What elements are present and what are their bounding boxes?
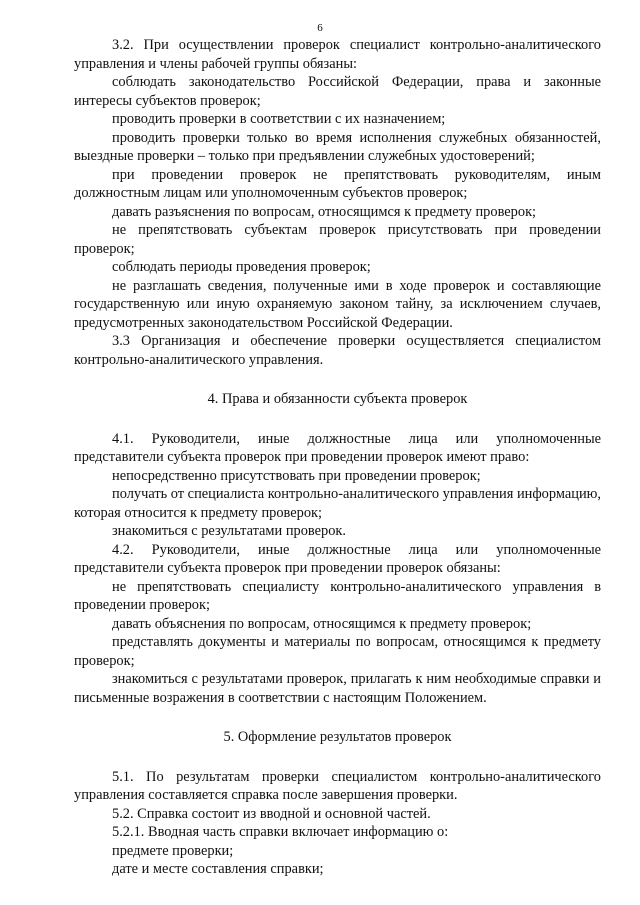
clause-4-2-item: представлять документы и материалы по вопросам, относящимся к предмету проверок; — [74, 634, 601, 669]
clause-5-1: 5.1. По результатам проверки специалистом контрольно-аналитического управления составляется справка после завершения проверки. — [74, 768, 601, 803]
clause-3-2-item: давать разъяснения по вопросам, относящимся к предмету проверок; — [112, 203, 537, 220]
clause-4-1-item: знакомиться с результатами проверок. — [112, 523, 347, 539]
clause-3-2-item: соблюдать периоды проведения проверок; — [112, 259, 371, 275]
clause-5-2-1: 5.2.1. Вводная часть справки включает информацию о: — [112, 824, 449, 840]
clause-3-2-intro: 3.2. При осуществлении проверок специалист контрольно-аналитического управления и члены рабочей группы обязаны: — [74, 37, 601, 72]
clause-4-1-item: получать от специалиста контрольно-аналитического управления информацию, которая относится к предмету проверок; — [74, 486, 601, 521]
clause-5-2-1-item: дате и месте составления справки; — [112, 861, 324, 877]
clause-3-2-item: не разглашать сведения, полученные ими в ходе проверок и составляющие государственную или иную охраняемую законом тайну, за исключением случаев, предусмотренных законодательством Российской Федерации. — [74, 277, 601, 331]
clause-3-2-item: проводить проверки только во время исполнения служебных обязанностей, выездные проверки – только при предъявлении служебных удостоверений; — [74, 129, 601, 164]
clause-3-2-item: не препятствовать субъектам проверок присутствовать при проведении проверок; — [74, 222, 601, 257]
page-number: 6 — [317, 22, 323, 34]
clause-5-2-1-item: предмете проверки; — [112, 842, 234, 859]
section-5-heading: 5. Оформление результатов проверок — [223, 729, 452, 745]
clause-4-2-intro: 4.2. Руководители, иные должностные лица или уполномоченные представители субъекта проверок при проведении проверок обязаны: — [74, 541, 601, 576]
clause-3-2-item: проводить проверки в соответствии с их назначением; — [112, 111, 446, 127]
clause-3-2-item: при проведении проверок не препятствовать руководителям, иным должностным лицам или уполномоченным субъектов проверок; — [74, 166, 601, 201]
clause-5-2: 5.2. Справка состоит из вводной и основной частей. — [112, 805, 431, 822]
clause-4-2-item: знакомиться с результатами проверок, прилагать к ним необходимые справки и письменные возражения в соответствии с настоящим Положением. — [74, 671, 601, 706]
clause-4-1-intro: 4.1. Руководители, иные должностные лица или уполномоченные представители субъекта проверок при проведении проверок имеют право: — [74, 430, 601, 465]
document-body — [74, 36, 601, 879]
clause-3-2-item: соблюдать законодательство Российской Федерации, права и законные интересы субъектов проверок; — [74, 74, 601, 109]
clause-3-3: 3.3 Организация и обеспечение проверки осуществляется специалистом контрольно-аналитического управления. — [74, 333, 601, 368]
clause-4-1-item: непосредственно присутствовать при проведении проверок; — [112, 467, 481, 484]
clause-4-2-item: давать объяснения по вопросам, относящимся к предмету проверок; — [112, 615, 532, 632]
section-4-heading: 4. Права и обязанности субъекта проверок — [207, 391, 468, 407]
clause-4-2-item: не препятствовать специалисту контрольно-аналитического управления в проведении проверок; — [74, 578, 601, 613]
